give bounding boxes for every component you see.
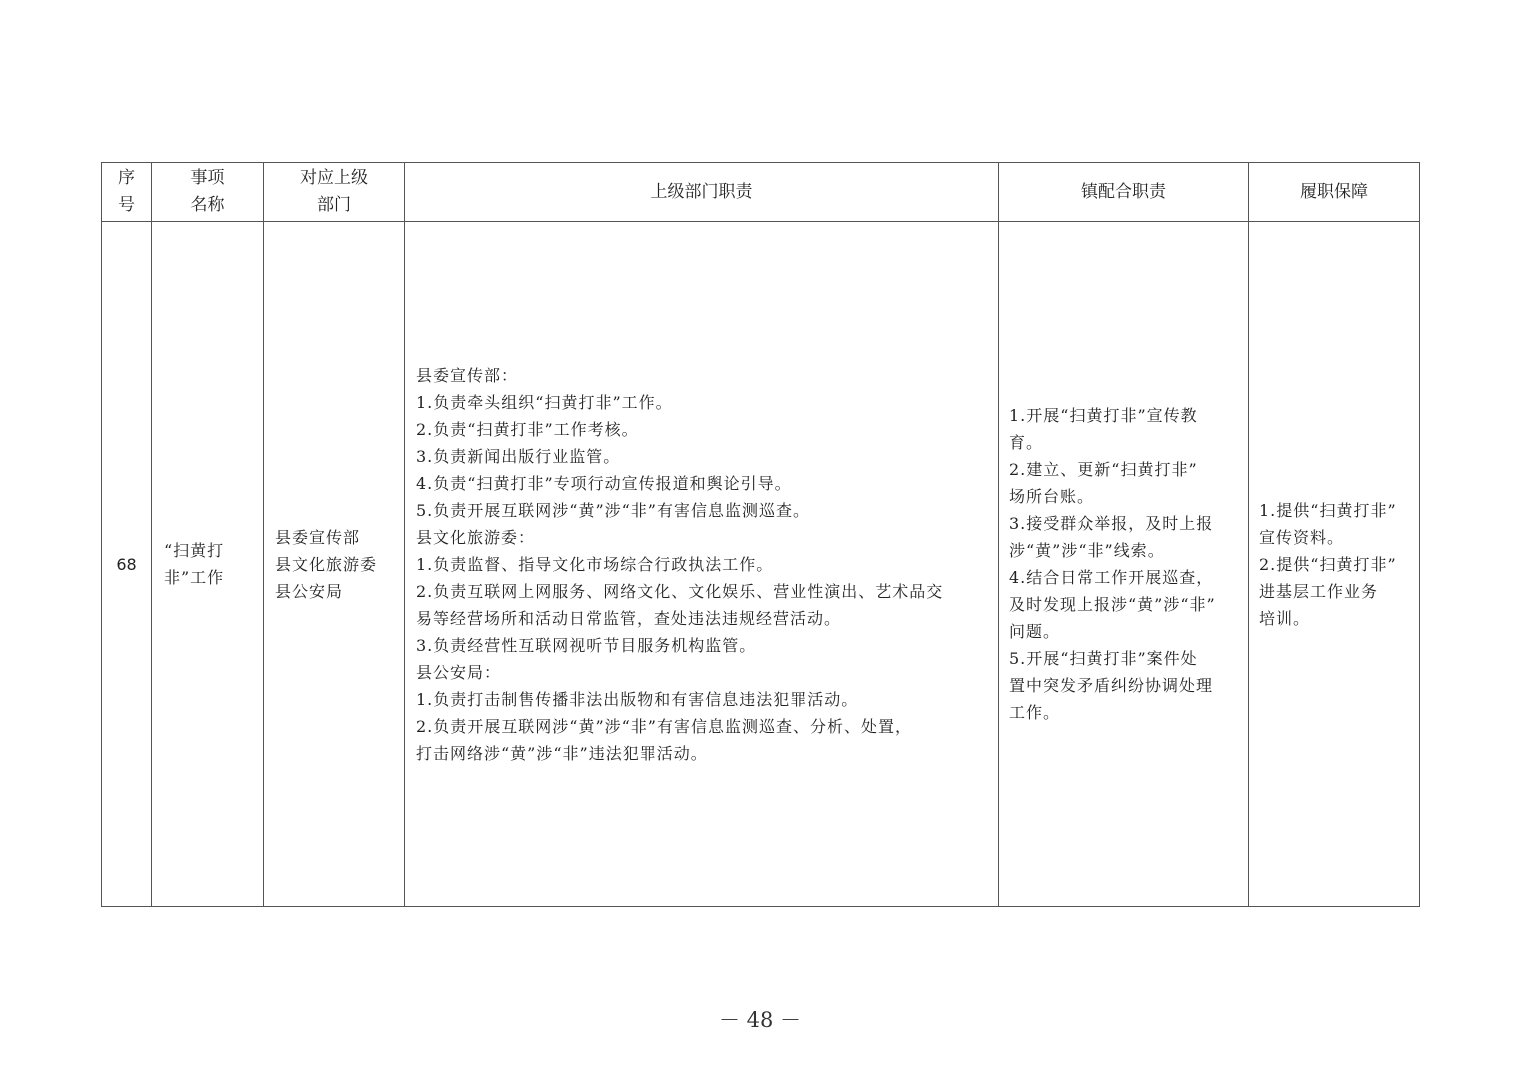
town-duty-line: 2.建立、更新“扫黄打非” <box>1009 460 1198 479</box>
duty-line: 2.负责互联网上网服务、网络文化、文化娱乐、营业性演出、艺术品交 <box>416 581 944 601</box>
cell-guarantee <box>1249 222 1420 907</box>
header-department: 对应上级 部门 <box>264 163 405 222</box>
table-header-row <box>102 163 1420 222</box>
duty-list <box>405 362 998 767</box>
duty-line: 县文化旅游委： <box>416 527 536 547</box>
guarantee-line: 培训。 <box>1259 608 1311 628</box>
duty-line: 易等经营场所和活动日常监管，查处违法违规经营活动。 <box>416 608 842 628</box>
duty-line: 1.负责监督、指导文化市场综合行政执法工作。 <box>416 554 774 574</box>
table-row <box>102 222 1420 907</box>
header-town-duties: 镇配合职责 <box>999 163 1249 222</box>
cell-town-duties <box>999 222 1249 907</box>
header-guarantee: 履职保障 <box>1249 163 1420 222</box>
town-duty-line: 场所台账。 <box>1009 487 1095 506</box>
town-duty-line: 4.结合日常工作开展巡查， <box>1009 568 1214 587</box>
duty-line: 2.负责“扫黄打非”工作考核。 <box>416 419 639 439</box>
page-number: － 48 － <box>718 1008 802 1032</box>
duty-line: 县公安局： <box>416 662 502 682</box>
duty-line: 县委宣传部： <box>416 365 519 385</box>
duty-line: 2.负责开展互联网涉“黄”涉“非”有害信息监测巡查、分析、处置， <box>416 716 912 736</box>
duty-line: 5.负责开展互联网涉“黄”涉“非”有害信息监测巡查。 <box>416 500 810 520</box>
duty-table <box>101 162 1420 907</box>
department-item: 县文化旅游委 <box>275 554 378 574</box>
town-duty-line: 5.开展“扫黄打非”案件处 <box>1009 649 1198 668</box>
duty-line: 3.负责经营性互联网视听节目服务机构监管。 <box>416 635 757 655</box>
duty-line: 1.负责打击制售传播非法出版物和有害信息违法犯罪活动。 <box>416 689 859 709</box>
header-item-name: 事项 名称 <box>152 163 264 222</box>
item-name-text: “扫黄打 非”工作 <box>164 541 225 587</box>
department-list <box>264 524 404 605</box>
guarantee-line: 进基层工作业务 <box>1259 581 1379 601</box>
department-item: 县委宣传部 <box>275 527 361 547</box>
guarantee-list <box>1249 497 1419 632</box>
cell-seq: 68 <box>102 222 152 907</box>
town-duty-line: 及时发现上报涉“黄”涉“非” <box>1009 595 1216 614</box>
header-duties: 上级部门职责 <box>405 163 999 222</box>
duty-line: 3.负责新闻出版行业监管。 <box>416 446 621 466</box>
cell-item-name <box>152 222 264 907</box>
town-duty-line: 涉“黄”涉“非”线索。 <box>1009 541 1165 560</box>
header-seq: 序 号 <box>102 163 152 222</box>
department-item: 县公安局 <box>275 581 344 601</box>
cell-duties <box>405 222 999 907</box>
guarantee-line: 2.提供“扫黄打非” <box>1259 554 1397 574</box>
duty-line: 4.负责“扫黄打非”专项行动宣传报道和舆论引导。 <box>416 473 792 493</box>
town-duty-line: 工作。 <box>1009 703 1061 722</box>
guarantee-line: 宣传资料。 <box>1259 527 1345 547</box>
town-duty-line: 1.开展“扫黄打非”宣传教 <box>1009 406 1198 425</box>
town-duty-list <box>999 402 1248 726</box>
town-duty-line: 置中突发矛盾纠纷协调处理 <box>1009 676 1214 695</box>
town-duty-line: 3.接受群众举报，及时上报 <box>1009 514 1214 533</box>
town-duty-line: 问题。 <box>1009 622 1061 641</box>
duty-line: 打击网络涉“黄”涉“非”违法犯罪活动。 <box>416 743 708 763</box>
duty-line: 1.负责牵头组织“扫黄打非”工作。 <box>416 392 673 412</box>
town-duty-line: 育。 <box>1009 433 1044 452</box>
guarantee-line: 1.提供“扫黄打非” <box>1259 500 1397 520</box>
cell-departments <box>264 222 405 907</box>
